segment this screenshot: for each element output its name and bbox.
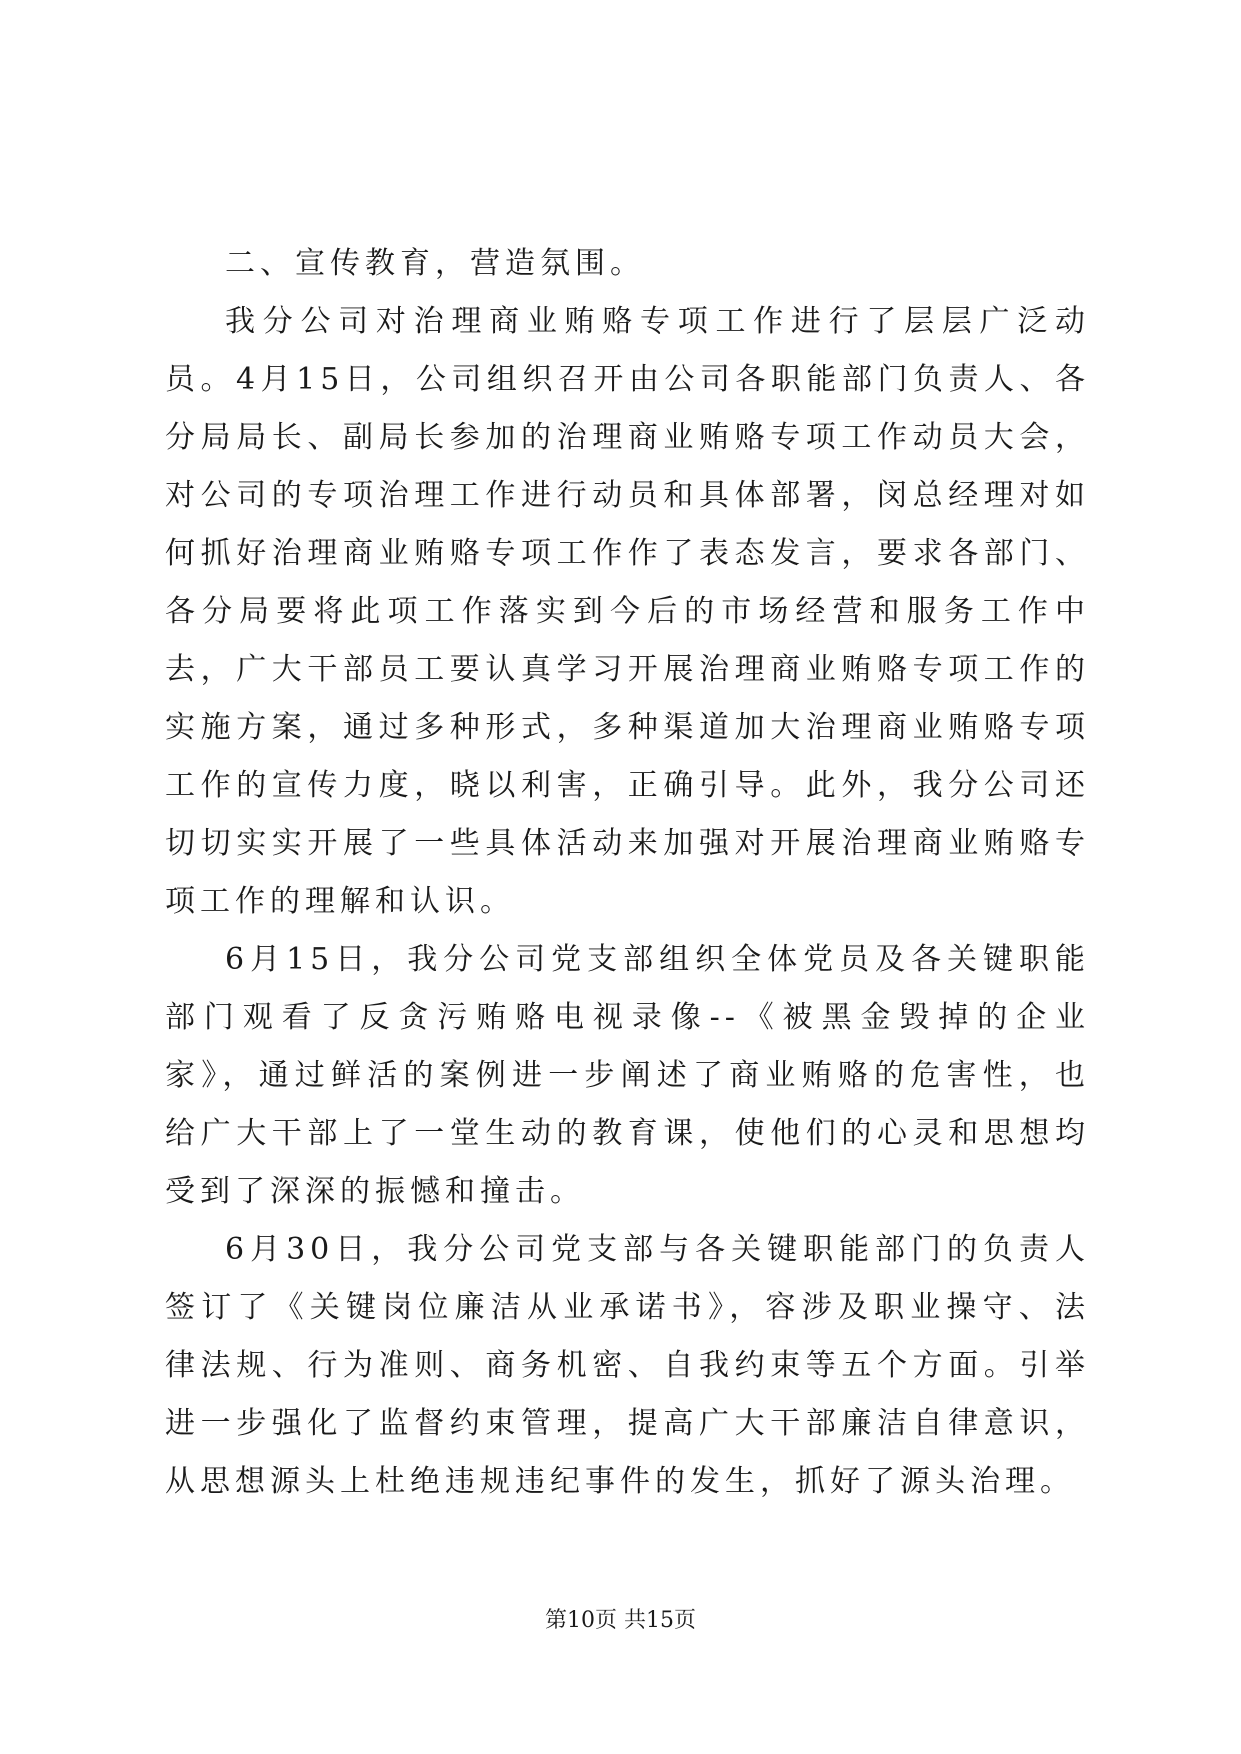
document-body xyxy=(165,235,1090,1511)
paragraph-integrity-pledge: 6月30日，我分公司党支部与各关键职能部门的负责人签订了《关键岗位廉洁从业承诺书》，容涉及职业操守、法律法规、行为准则、商务机密、自我约束等五个方面。引举进一步强化了监督约束管理，提高广大干部廉洁自律意识，从思想源头上杜绝违规违纪事件的发生，抓好了源头治理。 xyxy=(165,1232,1090,1499)
page-number-footer: 第10页 共15页 xyxy=(545,1608,696,1633)
paragraph-mobilization: 我分公司对治理商业贿赂专项工作进行了层层广泛动员。4月15日，公司组织召开由公司各职能部门负责人、各分局局长、副局长参加的治理商业贿赂专项工作动员大会，对公司的专项治理工作进行动员和具体部署，闵总经理对如何抓好治理商业贿赂专项工作作了表态发言，要求各部门、各分局要将此项工作落实到今后的市场经营和服务工作中去，广大干部员工要认真学习开展治理商业贿赂专项工作的实施方案，通过多种形式，多种渠道加大治理商业贿赂专项工作的宣传力度，晓以利害，正确引导。此外，我分公司还切切实实开展了一些具体活动来加强对开展治理商业贿赂专项工作的理解和认识。 xyxy=(165,304,1090,919)
paragraph-video-education: 6月15日，我分公司党支部组织全体党员及各关键职能部门观看了反贪污贿赂电视录像--《被黑金毁掉的企业家》，通过鲜活的案例进一步阐述了商业贿赂的危害性，也给广大干部上了一堂生动的教育课，使他们的心灵和思想均受到了深深的振憾和撞击。 xyxy=(165,942,1090,1209)
section-heading: 二、宣传教育，营造氛围。 xyxy=(225,246,645,281)
